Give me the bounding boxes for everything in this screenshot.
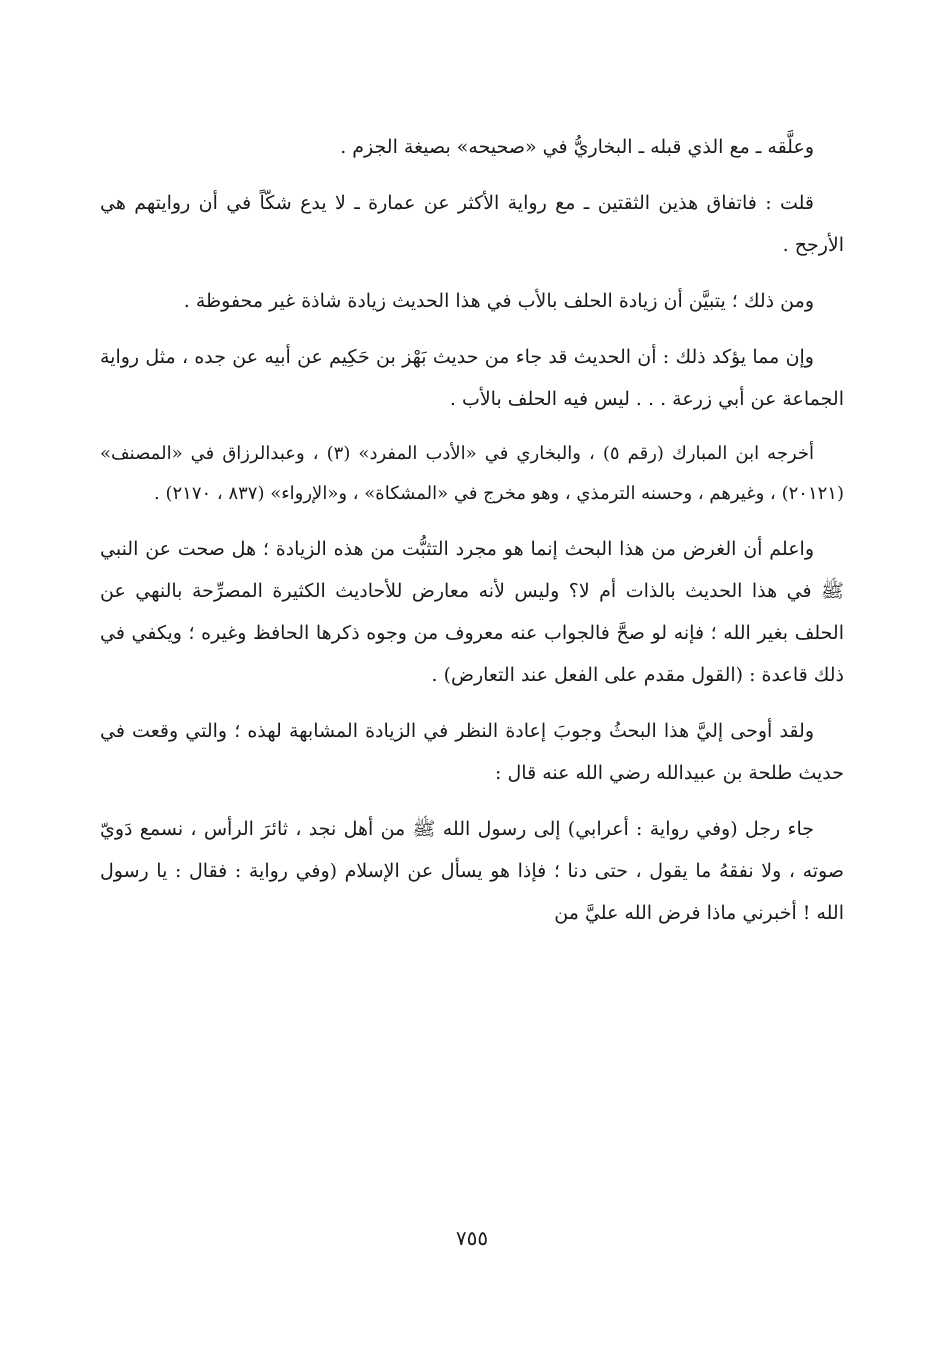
paragraph-3: ومن ذلك ؛ يتبيَّن أن زيادة الحلف بالأب في هذا الحديث زيادة شاذة غير محفوظة . <box>183 290 814 312</box>
paragraph-1: وعلَّقه ـ مع الذي قبله ـ البخاريُّ في «صحيحه» بصيغة الجزم . <box>340 136 814 158</box>
paragraph-8-hadith: جاء رجل (وفي رواية : أعرابي) إلى رسول الله ﷺ من أهل نجد ، ثائرَ الرأس ، نسمع دَويّ صوته ، ولا نفقهُ ما يقول ، حتى دنا ؛ فإذا هو يسأل عن الإسلام (وفي رواية : فقال : يا رسول الله ! أخبرني ماذا فرض الله عليَّ من <box>100 818 844 924</box>
paragraph-4: وإن مما يؤكد ذلك : أن الحديث قد جاء من حديث بَهْز بن حَكِيم عن أبيه عن جده ، مثل رواية الجماعة عن أبي زرعة . . . ليس فيه الحلف بالأب . <box>100 346 844 410</box>
paragraph-5-citation: أخرجه ابن المبارك (رقم ٥) ، والبخاري في «الأدب المفرد» (٣) ، وعبدالرزاق في «المصنف» (٢٠١٢١) ، وغيرهم ، وحسنه الترمذي ، وهو مخرج في «المشكاة» ، و«الإرواء» (٨٣٧ ، ٢١٧٠) . <box>100 443 844 504</box>
paragraph-2: قلت : فاتفاق هذين الثقتين ـ مع رواية الأكثر عن عمارة ـ لا يدع شكّاً في أن روايتهم هي الأرجح . <box>100 192 844 256</box>
page-number: ٧٥٥ <box>455 1226 489 1250</box>
paragraph-6: واعلم أن الغرض من هذا البحث إنما هو مجرد التثبُّت من هذه الزيادة ؛ هل صحت عن النبي ﷺ في هذا الحديث بالذات أم لا؟ وليس لأنه معارض للأحاديث الكثيرة المصرِّحة بالنهي عن الحلف بغير الله ؛ فإنه لو صحَّ فالجواب عنه معروف من وجوه ذكرها الحافظ وغيره ؛ ويكفي في ذلك قاعدة : (القول مقدم على الفعل عند التعارض) . <box>100 538 844 686</box>
paragraph-7: ولقد أوحى إليَّ هذا البحثُ وجوبَ إعادة النظر في الزيادة المشابهة لهذه ؛ والتي وقعت في حديث طلحة بن عبيدالله رضي الله عنه قال : <box>100 720 844 784</box>
page-body <box>100 126 844 948</box>
